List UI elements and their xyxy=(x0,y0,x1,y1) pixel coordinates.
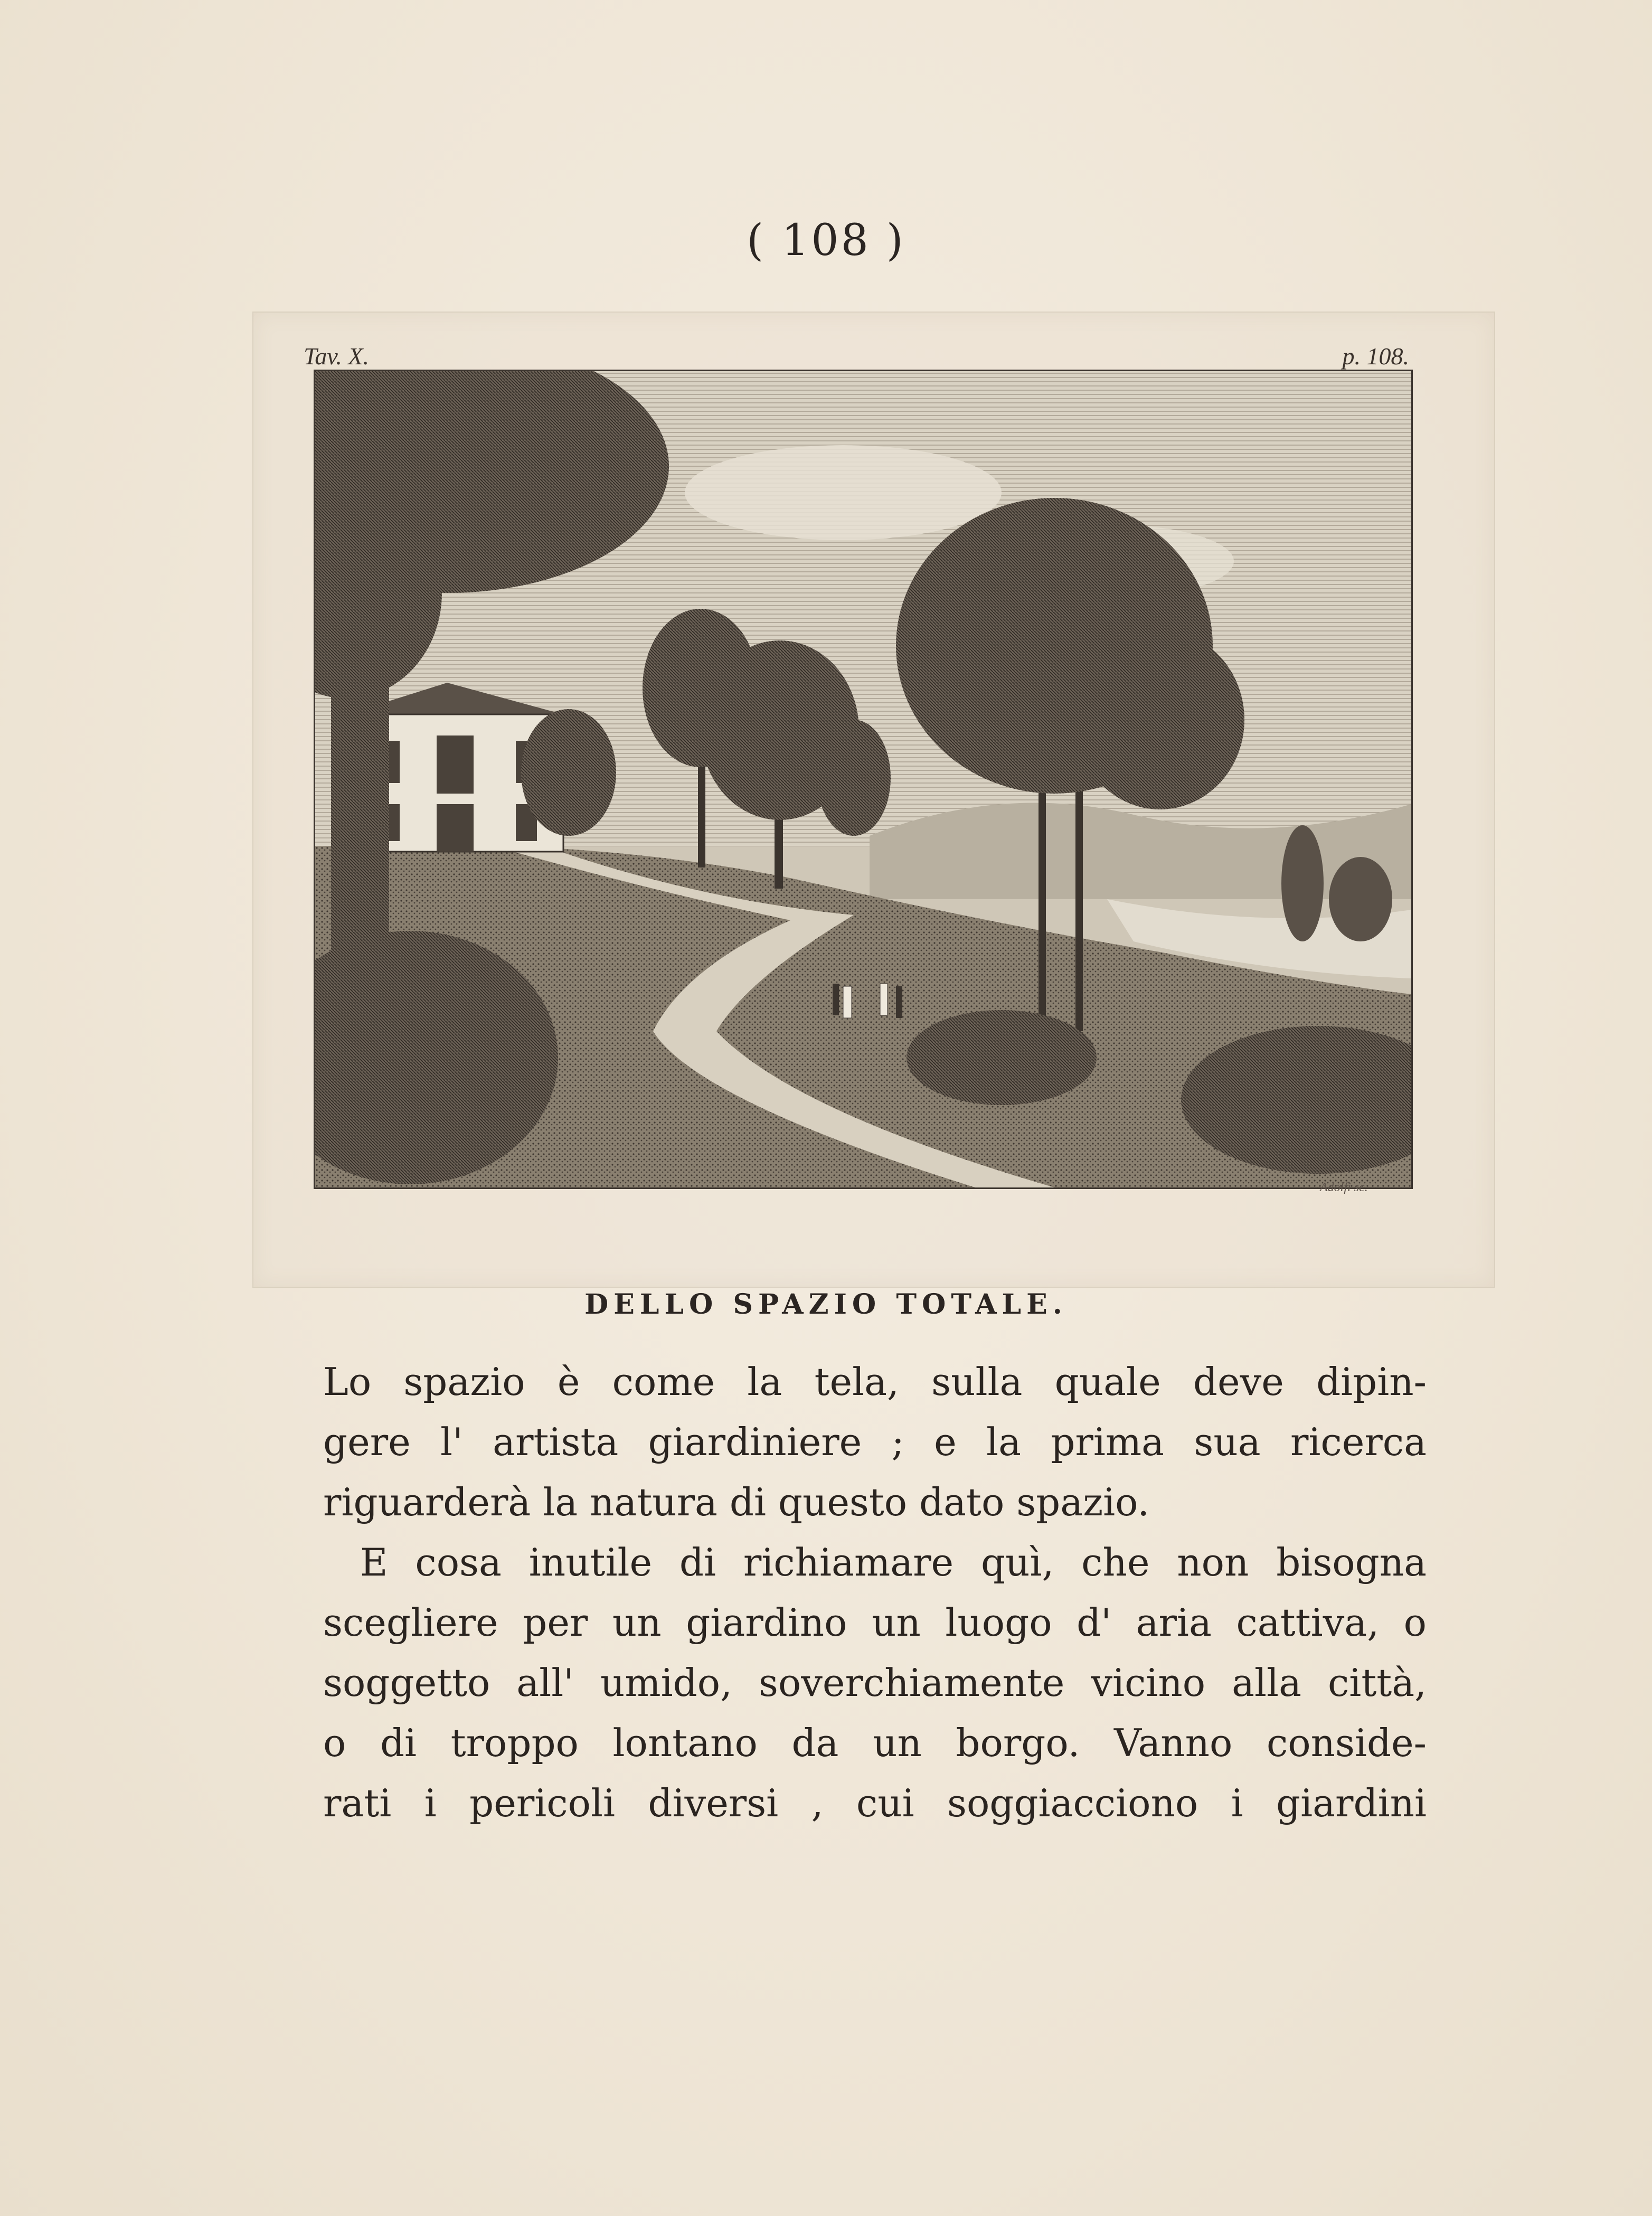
text-line: rati i pericoli diversi , cui soggiacciono i giardini xyxy=(323,1781,1427,1825)
body-text xyxy=(323,1352,1427,1833)
text-line: riguarderà la natura di questo dato spazio. xyxy=(323,1480,1150,1524)
engraver-signature: Adolfi sc. xyxy=(1320,1181,1368,1194)
text-line: scegliere per un giardino un luogo d' aria cattiva, o xyxy=(323,1600,1427,1645)
text-line: o di troppo lontano da un borgo. Vanno conside- xyxy=(323,1721,1427,1765)
text-line: E cosa inutile di richiamare quì, che non bisogna xyxy=(360,1540,1427,1585)
plate-label: Tav. X. xyxy=(304,343,369,370)
text-line: soggetto all' umido, soverchiamente vicino alla città, xyxy=(323,1661,1427,1705)
engraving-picture xyxy=(315,371,1411,1187)
plate-page-ref: p. 108. xyxy=(1342,343,1409,370)
landscape-engraving xyxy=(314,370,1413,1189)
section-title: DELLO SPAZIO TOTALE. xyxy=(584,1288,1068,1321)
text-line: Lo spazio è come la tela, sulla quale deve dipin- xyxy=(323,1360,1427,1404)
page-number: ( 108 ) xyxy=(747,215,905,266)
text-line: gere l' artista giardiniere ; e la prima sua ricerca xyxy=(323,1420,1427,1464)
